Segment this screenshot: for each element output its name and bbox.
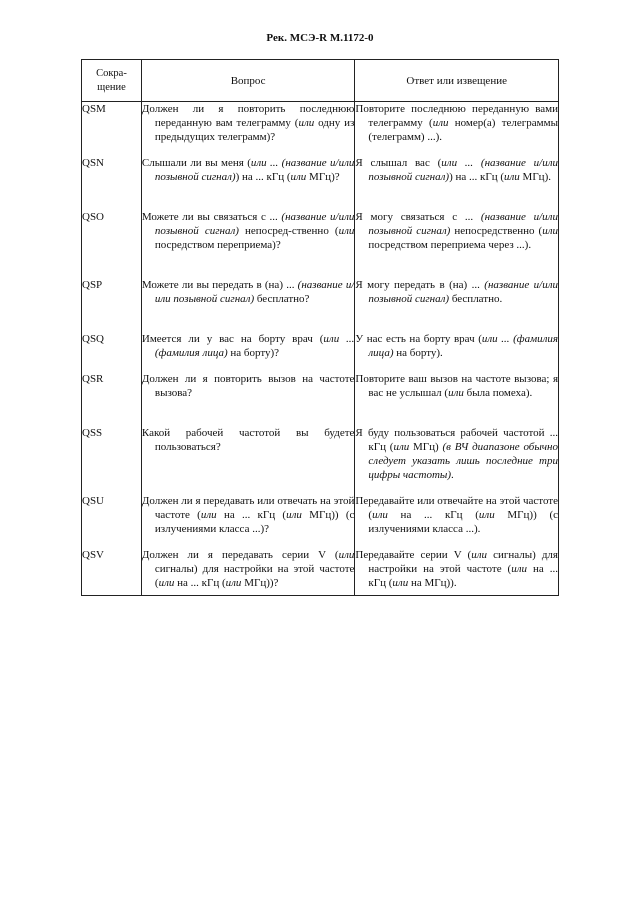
table-body <box>82 102 559 596</box>
row-answer: Я могу передать в (на) ... (название и/или позывной сигнал) бесплатно. <box>355 278 559 332</box>
table-row <box>82 102 559 156</box>
row-code: QSU <box>82 494 142 548</box>
row-code: QSO <box>82 210 142 278</box>
row-code: QSN <box>82 156 142 210</box>
column-header-answer: Ответ или извещение <box>355 60 559 102</box>
row-answer: Я могу связаться с ... (название и/или позывной сигнал) непосредственно (или посредством переприема через ...). <box>355 210 559 278</box>
table-row <box>82 426 559 494</box>
row-code: QSQ <box>82 332 142 372</box>
row-question: Должен ли я повторить последнюю переданную вам телеграмму (или одну из предыдущих телеграмм)? <box>141 102 355 156</box>
row-question: Можете ли вы связаться с ... (название и/или позывной сигнал) непосред-ственно (или посредством переприема)? <box>141 210 355 278</box>
column-header-code: Сокра- щение <box>82 60 142 102</box>
row-question: Можете ли вы передать в (на) ... (название и/или позывной сигнал) бесплатно? <box>141 278 355 332</box>
row-code: QSM <box>82 102 142 156</box>
row-question: Должен ли я передавать или отвечать на этой частоте (или на ... кГц (или МГц)) (с излучениями класса ...)? <box>141 494 355 548</box>
table-header-row <box>82 60 559 102</box>
row-question: Имеется ли у вас на борту врач (или ... (фамилия лица) на борту)? <box>141 332 355 372</box>
row-answer: У нас есть на борту врач (или ... (фамилия лица) на борту). <box>355 332 559 372</box>
row-answer: Передавайте серии V (или сигналы) для настройки на этой частоте (или на ... кГц (или на МГц)). <box>355 548 559 596</box>
table-row <box>82 278 559 332</box>
row-code: QSR <box>82 372 142 426</box>
table-row <box>82 210 559 278</box>
table-row <box>82 156 559 210</box>
row-answer: Я слышал вас (или ... (название и/или позывной сигнал)) на ... кГц (или МГц). <box>355 156 559 210</box>
row-code: QSP <box>82 278 142 332</box>
row-question: Должен ли я повторить вызов на частоте вызова? <box>141 372 355 426</box>
row-code: QSV <box>82 548 142 596</box>
q-codes-table <box>81 59 559 596</box>
table-row <box>82 332 559 372</box>
page-header: Рек. МСЭ-R M.1172-0 <box>266 32 374 44</box>
row-answer: Повторите ваш вызов на частоте вызова; я вас не услышал (или была помеха). <box>355 372 559 426</box>
table-row <box>82 548 559 596</box>
row-answer: Повторите последнюю переданную вами телеграмму (или номер(а) телеграммы (телеграмм) ...). <box>355 102 559 156</box>
row-question: Должен ли я передавать серии V (или сигналы) для настройки на этой частоте (или на ... кГц (или МГц))? <box>141 548 355 596</box>
column-header-question: Вопрос <box>141 60 355 102</box>
row-question: Какой рабочей частотой вы будете пользоваться? <box>141 426 355 494</box>
row-answer: Передавайте или отвечайте на этой частоте (или на ... кГц (или МГц)) (с излучениями класса ...). <box>355 494 559 548</box>
table-row <box>82 372 559 426</box>
row-code: QSS <box>82 426 142 494</box>
row-question: Слышали ли вы меня (или ... (название и/или позывной сигнал)) на ... кГц (или МГц)? <box>141 156 355 210</box>
row-answer: Я буду пользоваться рабочей частотой ... кГц (или МГц) (в ВЧ диапазоне обычно следует указать лишь последние три цифры частоты). <box>355 426 559 494</box>
table-row <box>82 494 559 548</box>
